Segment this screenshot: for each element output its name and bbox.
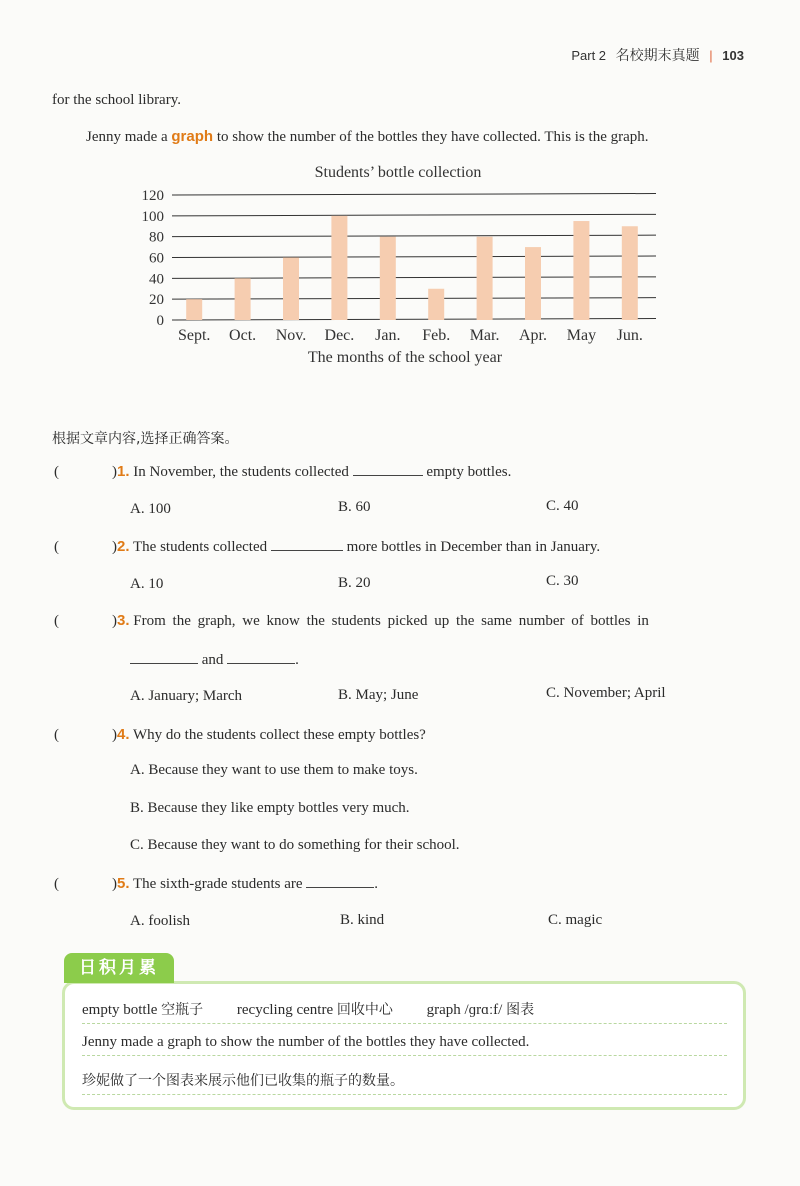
x-tick-label: Apr. xyxy=(519,327,547,344)
y-tick-label: 100 xyxy=(141,208,164,225)
bottle-chart xyxy=(120,155,680,370)
bar-mar xyxy=(477,237,493,320)
answer-blank[interactable] xyxy=(306,875,374,888)
answer-blank[interactable] xyxy=(271,538,343,551)
x-tick-label: Feb. xyxy=(422,327,451,344)
passage-line-1: for the school library. xyxy=(52,92,181,108)
page-header xyxy=(571,45,744,65)
chart-x-label: The months of the school year xyxy=(307,349,503,366)
answer-blank[interactable] xyxy=(353,463,423,476)
question-number: 1. xyxy=(117,463,130,480)
header-divider: | xyxy=(709,48,713,63)
x-tick-label: Nov. xyxy=(275,327,307,344)
x-tick-label: Jan. xyxy=(375,327,401,344)
bar-apr xyxy=(525,247,541,320)
option-4c[interactable]: C. Because they want to do something for their school. xyxy=(130,837,460,853)
option-5c[interactable]: C. magic xyxy=(548,912,603,928)
bar-dec xyxy=(331,216,347,320)
answer-bracket[interactable]: ( xyxy=(54,613,59,629)
passage-line-2 xyxy=(86,128,649,146)
chart-x-ticks xyxy=(178,327,643,344)
question-5: ( )5. The sixth-grade students are . xyxy=(54,875,379,892)
option-2b[interactable]: B. 20 xyxy=(338,575,371,591)
option-4a[interactable]: A. Because they want to use them to make toys. xyxy=(130,762,418,778)
answer-bracket[interactable]: ( xyxy=(54,876,59,892)
y-tick-label: 0 xyxy=(156,313,164,329)
answer-bracket[interactable]: ( xyxy=(54,539,59,555)
chart-bars xyxy=(186,216,638,320)
x-tick-label: Oct. xyxy=(229,327,257,344)
question-number: 5. xyxy=(117,875,130,892)
x-tick-label: May xyxy=(566,327,597,344)
bar-oct xyxy=(235,278,251,320)
keyword-graph: graph xyxy=(171,128,214,145)
answer-bracket[interactable]: ( xyxy=(54,727,59,743)
y-tick-label: 120 xyxy=(141,188,164,204)
option-2a[interactable]: A. 10 xyxy=(130,576,164,592)
question-4: ( )4. Why do the students collect these empty bottles? xyxy=(54,726,426,743)
y-tick-label: 60 xyxy=(149,250,164,267)
question-1: ( )1. In November, the students collected empty bottles. xyxy=(54,463,512,480)
page-number: 103 xyxy=(722,48,744,63)
question-2: ( )2. The students collected more bottles in December than in January. xyxy=(54,538,601,555)
question-3-line-2: and . xyxy=(130,651,299,669)
instruction: 根据文章内容,选择正确答案。 xyxy=(52,431,239,447)
option-5a[interactable]: A. foolish xyxy=(130,913,190,929)
option-3c[interactable]: C. November; April xyxy=(546,685,666,701)
passage-text-before: Jenny made a xyxy=(86,129,172,145)
option-1c[interactable]: C. 40 xyxy=(546,498,579,514)
bar-jan xyxy=(380,237,396,320)
bar-nov xyxy=(283,258,299,321)
gridline-120 xyxy=(172,194,656,196)
x-tick-label: Jun. xyxy=(616,327,643,344)
vocab-item: recycling centre 回收中心 xyxy=(236,1002,393,1018)
question-number: 3. xyxy=(117,612,130,629)
option-2c[interactable]: C. 30 xyxy=(546,573,579,589)
bar-feb xyxy=(428,289,444,320)
option-4b[interactable]: B. Because they like empty bottles very much. xyxy=(130,800,410,816)
y-tick-label: 40 xyxy=(149,271,164,288)
question-3: ( )3. From the graph, we know the students picked up the same number of bottles in xyxy=(54,612,649,629)
vocab-items xyxy=(82,999,727,1024)
chart-title: Students’ bottle collection xyxy=(314,164,482,181)
x-tick-label: Dec. xyxy=(324,327,355,344)
question-number: 4. xyxy=(117,726,130,743)
vocab-item: empty bottle 空瓶子 xyxy=(82,1002,204,1018)
x-tick-label: Mar. xyxy=(469,327,500,344)
vocab-title: 日积月累 xyxy=(64,953,174,983)
bar-sept xyxy=(186,299,202,320)
answer-blank-1[interactable] xyxy=(130,651,198,664)
bar-may xyxy=(573,221,589,320)
option-1b[interactable]: B. 60 xyxy=(338,499,371,515)
vocab-item: graph /ɡrɑːf/ 图表 xyxy=(426,1002,535,1018)
section-label: 名校期末真题 xyxy=(615,48,700,64)
option-3b[interactable]: B. May; June xyxy=(338,687,419,703)
gridline-100 xyxy=(172,214,656,216)
vocab-sentence-en: Jenny made a graph to show the number of the bottles they have collected. xyxy=(82,1034,727,1056)
y-tick-label: 80 xyxy=(149,229,164,246)
answer-bracket[interactable]: ( xyxy=(54,464,59,480)
option-1a[interactable]: A. 100 xyxy=(130,501,171,517)
question-number: 2. xyxy=(117,538,130,555)
part-label: Part 2 xyxy=(571,48,607,63)
answer-blank-2[interactable] xyxy=(227,651,295,664)
option-3a[interactable]: A. January; March xyxy=(130,688,243,704)
x-tick-label: Sept. xyxy=(177,327,211,344)
bar-jun xyxy=(622,226,638,320)
option-5b[interactable]: B. kind xyxy=(340,912,385,928)
chart-y-ticks xyxy=(142,188,165,329)
passage-text-after: to show the number of the bottles they have collected. This is the graph. xyxy=(213,129,649,145)
vocab-sentence-cn: 珍妮做了一个图表来展示他们已收集的瓶子的数量。 xyxy=(82,1070,727,1095)
y-tick-label: 20 xyxy=(149,292,164,309)
